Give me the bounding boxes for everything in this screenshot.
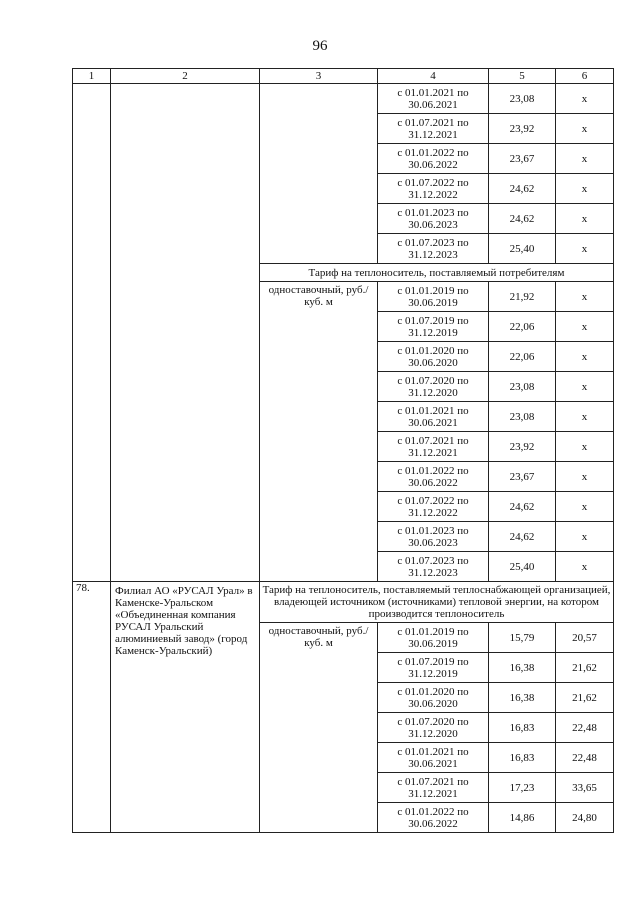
rate-type-cell: одноставочный, руб./куб. м bbox=[260, 623, 378, 833]
column-number: 3 bbox=[260, 69, 378, 84]
tariff-value-cell: 22,06 bbox=[489, 342, 556, 372]
period-cell: с 01.07.2022 по 31.12.2022 bbox=[378, 492, 489, 522]
column-number: 1 bbox=[73, 69, 111, 84]
tariff-col6-cell: 21,62 bbox=[556, 683, 614, 713]
row-number-cell bbox=[73, 84, 111, 582]
period-cell: с 01.07.2021 по 31.12.2021 bbox=[378, 114, 489, 144]
tariff-value-cell: 23,92 bbox=[489, 114, 556, 144]
tariff-col6-cell: х bbox=[556, 492, 614, 522]
tariff-col6-cell: х bbox=[556, 402, 614, 432]
tariff-value-cell: 22,06 bbox=[489, 312, 556, 342]
tariff-col6-cell: х bbox=[556, 114, 614, 144]
tariff-value-cell: 23,08 bbox=[489, 84, 556, 114]
tariff-col6-cell: х bbox=[556, 84, 614, 114]
tariff-value-cell: 23,08 bbox=[489, 372, 556, 402]
period-cell: с 01.07.2023 по 31.12.2023 bbox=[378, 234, 489, 264]
tariff-value-cell: 21,92 bbox=[489, 282, 556, 312]
tariff-value-cell: 16,38 bbox=[489, 683, 556, 713]
page-number: 96 bbox=[312, 38, 328, 54]
tariff-value-cell: 16,38 bbox=[489, 653, 556, 683]
tariff-col6-cell: 21,62 bbox=[556, 653, 614, 683]
period-cell: с 01.07.2023 по 31.12.2023 bbox=[378, 552, 489, 582]
tariff-value-cell: 15,79 bbox=[489, 623, 556, 653]
tariff-row bbox=[73, 84, 614, 114]
period-cell: с 01.01.2022 по 30.06.2022 bbox=[378, 803, 489, 833]
period-cell: с 01.01.2020 по 30.06.2020 bbox=[378, 342, 489, 372]
tariff-col6-cell: х bbox=[556, 462, 614, 492]
period-cell: с 01.01.2019 по 30.06.2019 bbox=[378, 282, 489, 312]
period-cell: с 01.01.2022 по 30.06.2022 bbox=[378, 144, 489, 174]
period-cell: с 01.01.2019 по 30.06.2019 bbox=[378, 623, 489, 653]
tariff-col6-cell: х bbox=[556, 174, 614, 204]
column-number: 5 bbox=[489, 69, 556, 84]
period-cell: с 01.01.2023 по 30.06.2023 bbox=[378, 522, 489, 552]
tariff-value-cell: 25,40 bbox=[489, 234, 556, 264]
row-number-cell: 78. bbox=[73, 582, 111, 833]
tariff-col6-cell: х bbox=[556, 552, 614, 582]
period-cell: с 01.07.2020 по 31.12.2020 bbox=[378, 372, 489, 402]
period-cell: с 01.01.2021 по 30.06.2021 bbox=[378, 84, 489, 114]
tariff-table bbox=[72, 68, 614, 833]
rate-type-cell: одноставочный, руб./куб. м bbox=[260, 282, 378, 582]
tariff-col6-cell: х bbox=[556, 342, 614, 372]
organization-cell: Филиал АО «РУСАЛ Урал» в Каменске-Уральском «Объединенная компания РУСАЛ Уральский алюминиевый завод» (город Каменск-Уральский) bbox=[111, 582, 260, 833]
tariff-value-cell: 24,62 bbox=[489, 174, 556, 204]
period-cell: с 01.07.2021 по 31.12.2021 bbox=[378, 432, 489, 462]
tariff-col6-cell: х bbox=[556, 522, 614, 552]
period-cell: с 01.07.2022 по 31.12.2022 bbox=[378, 174, 489, 204]
tariff-col6-cell: 33,65 bbox=[556, 773, 614, 803]
tariff-col6-cell: х bbox=[556, 234, 614, 264]
tariff-col6-cell: 22,48 bbox=[556, 743, 614, 773]
tariff-col6-cell: х bbox=[556, 144, 614, 174]
tariff-value-cell: 23,08 bbox=[489, 402, 556, 432]
tariff-col6-cell: 20,57 bbox=[556, 623, 614, 653]
period-cell: с 01.01.2023 по 30.06.2023 bbox=[378, 204, 489, 234]
column-number: 6 bbox=[556, 69, 614, 84]
period-cell: с 01.07.2019 по 31.12.2019 bbox=[378, 653, 489, 683]
tariff-value-cell: 24,62 bbox=[489, 522, 556, 552]
tariff-value-cell: 23,67 bbox=[489, 144, 556, 174]
tariff-value-cell: 23,92 bbox=[489, 432, 556, 462]
tariff-col6-cell: х bbox=[556, 204, 614, 234]
tariff-col6-cell: х bbox=[556, 372, 614, 402]
tariff-value-cell: 17,23 bbox=[489, 773, 556, 803]
tariff-title: Тариф на теплоноситель, поставляемый потребителям bbox=[260, 264, 614, 282]
period-cell: с 01.01.2020 по 30.06.2020 bbox=[378, 683, 489, 713]
rate-type-cell bbox=[260, 84, 378, 264]
tariff-value-cell: 25,40 bbox=[489, 552, 556, 582]
organization-cell bbox=[111, 84, 260, 582]
column-number: 2 bbox=[111, 69, 260, 84]
tariff-title-row bbox=[73, 582, 614, 623]
tariff-col6-cell: х bbox=[556, 312, 614, 342]
tariff-title: Тариф на теплоноситель, поставляемый теплоснабжающей организацией, владеющей источником (источниками) тепловой энергии, на котором производится теплоноситель bbox=[260, 582, 614, 623]
tariff-col6-cell: х bbox=[556, 432, 614, 462]
tariff-value-cell: 24,62 bbox=[489, 204, 556, 234]
period-cell: с 01.07.2019 по 31.12.2019 bbox=[378, 312, 489, 342]
period-cell: с 01.01.2022 по 30.06.2022 bbox=[378, 462, 489, 492]
tariff-value-cell: 16,83 bbox=[489, 743, 556, 773]
period-cell: с 01.01.2021 по 30.06.2021 bbox=[378, 743, 489, 773]
tariff-col6-cell: 24,80 bbox=[556, 803, 614, 833]
tariff-value-cell: 23,67 bbox=[489, 462, 556, 492]
tariff-value-cell: 24,62 bbox=[489, 492, 556, 522]
tariff-col6-cell: 22,48 bbox=[556, 713, 614, 743]
period-cell: с 01.01.2021 по 30.06.2021 bbox=[378, 402, 489, 432]
period-cell: с 01.07.2021 по 31.12.2021 bbox=[378, 773, 489, 803]
tariff-col6-cell: х bbox=[556, 282, 614, 312]
period-cell: с 01.07.2020 по 31.12.2020 bbox=[378, 713, 489, 743]
tariff-value-cell: 14,86 bbox=[489, 803, 556, 833]
column-number-row bbox=[73, 69, 614, 84]
tariff-value-cell: 16,83 bbox=[489, 713, 556, 743]
column-number: 4 bbox=[378, 69, 489, 84]
